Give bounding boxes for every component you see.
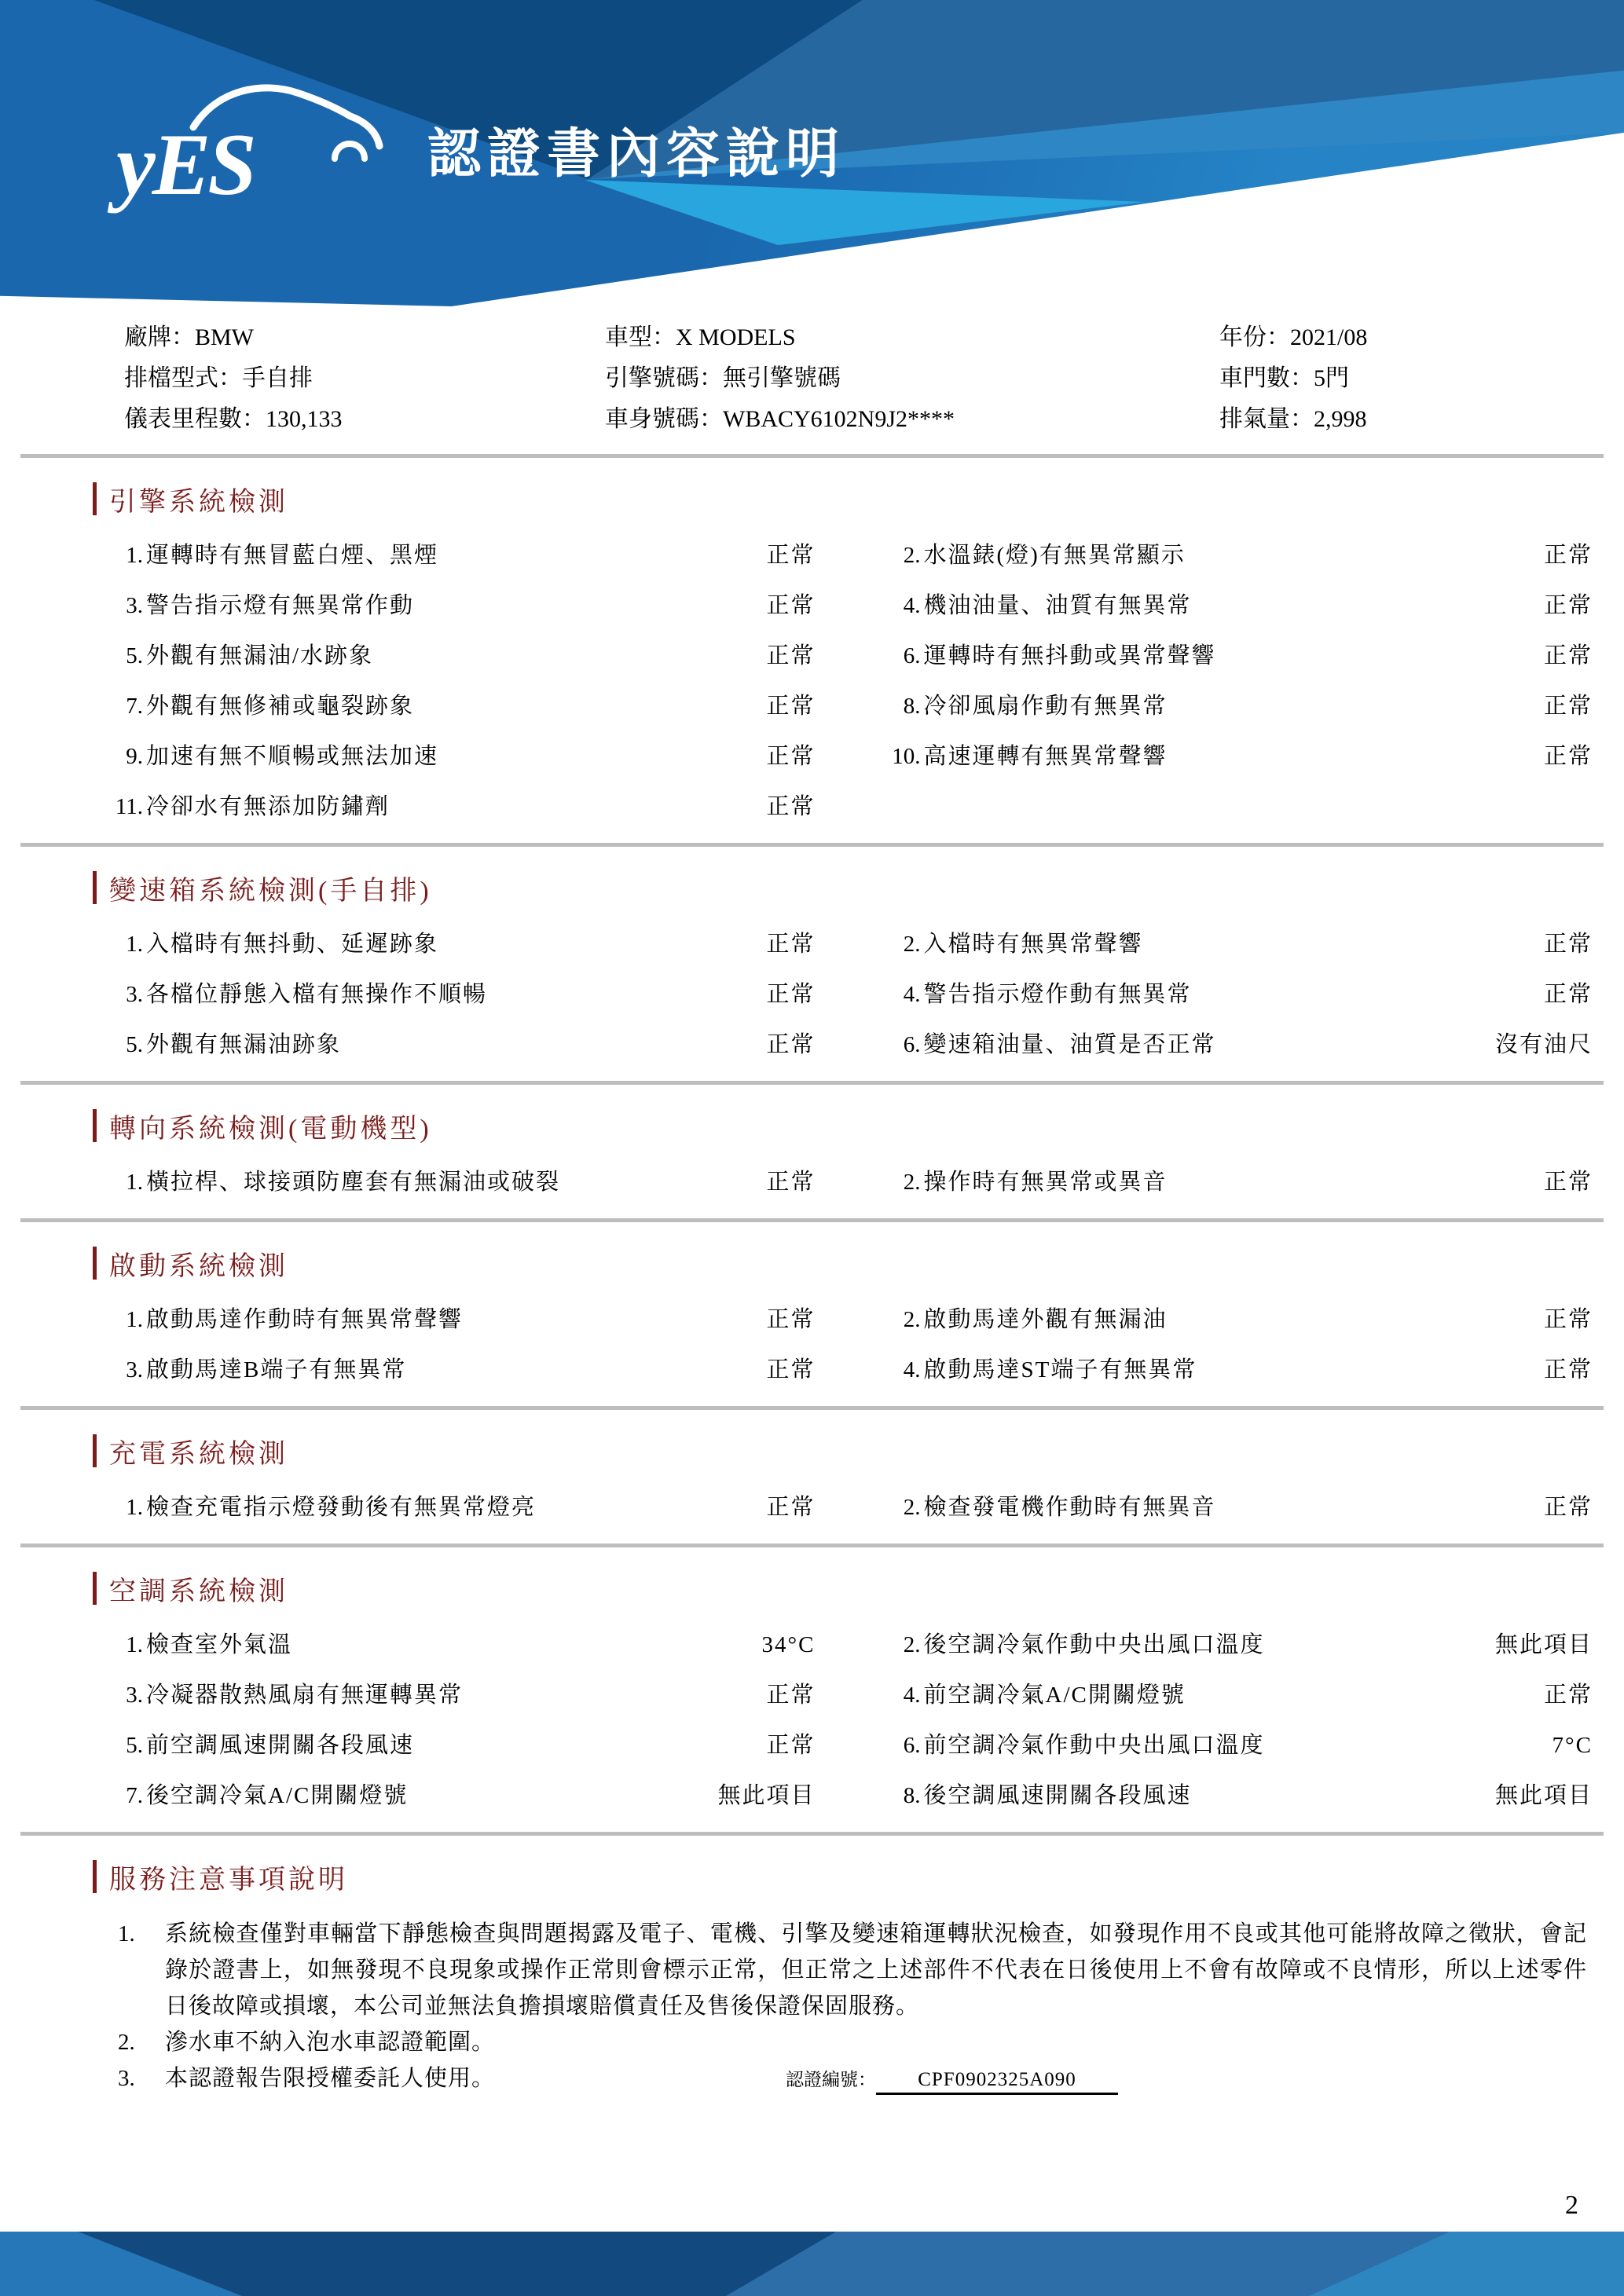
item-label: 高速運轉有無異常聲響 [923,744,1168,769]
item-number: 4. [903,593,921,618]
inspection-section [0,1107,1624,1222]
section-title-bar [93,1109,97,1142]
section-title-bar [93,871,97,904]
item-number: 2. [903,543,921,568]
item-result: 無此項目 [1494,1783,1593,1808]
note-text: 滲水車不納入泡水車認證範圍。 [165,2030,496,2055]
item-result: 正常 [1543,1357,1593,1382]
item-result: 正常 [766,593,816,618]
vehicle-field: 年份：2021/08 [1219,324,1368,350]
item-number: 4. [903,1357,921,1382]
note-item [118,1916,1593,2024]
note-number: 3. [118,2066,135,2091]
note-text: 本認證報告限授權委託人使用。 [165,2066,496,2091]
item-number: 7. [126,1783,143,1808]
inspection-item [871,540,1593,571]
inspection-item [93,540,816,571]
section-title: 啟動系統檢測 [109,1251,288,1281]
item-result: 正常 [766,1307,816,1332]
item-label: 檢查充電指示燈發動後有無異常燈亮 [146,1495,537,1520]
item-label: 啟動馬達外觀有無漏油 [923,1307,1168,1332]
item-label: 變速箱油量、油質是否正常 [923,1032,1216,1057]
item-label: 橫拉桿、球接頭防塵套有無漏油或破裂 [146,1170,561,1195]
item-label: 檢查室外氣溫 [146,1632,293,1657]
inspection-items [93,1166,1593,1218]
item-label: 冷卻水有無添加防鏽劑 [146,794,390,819]
item-number: 2. [903,1170,921,1195]
vehicle-field: 排檔型式：手自排 [124,365,313,391]
item-label: 外觀有無漏油/水跡象 [146,643,374,668]
item-result: 正常 [1543,643,1593,668]
item-number: 3. [126,982,143,1007]
vehicle-info-column [1219,317,1600,440]
vehicle-field: 車身號碼：WBACY6102N9J2**** [605,406,955,432]
item-label: 入檔時有無異常聲響 [923,932,1143,957]
item-number: 3. [126,593,143,618]
item-number: 10. [892,744,921,769]
note-number: 2. [118,2030,135,2055]
item-number: 5. [126,643,143,668]
item-number: 5. [126,1032,143,1057]
inspection-item [93,1166,816,1198]
page-header [0,0,1624,306]
item-result: 正常 [1543,1495,1593,1520]
section-divider [20,843,1604,847]
cert-number: CPF0902325A090 [876,2069,1118,2095]
inspection-item [871,590,1593,621]
section-divider [20,1832,1604,1836]
note-text: 系統檢查僅對車輛當下靜態檢查與問題揭露及電子、電機、引擎及變速箱運轉狀況檢查，如發現作用不良或其他可能將故障之徵狀，會記錄於證書上，如無發現不良現象或操作正常則會標示正常，但正常之上述部件不代表在日後使用上不會有故障或不良情形，所以上述零件日後故障或損壞，本公司並無法負擔損壞賠償責任及售後保證保固服務。 [165,1921,1587,2019]
item-label: 冷卻風扇作動有無異常 [923,694,1168,719]
inspection-items [93,1492,1593,1543]
item-number: 9. [126,744,143,769]
page-title: 認證書內容說明 [427,124,846,184]
item-label: 後空調冷氣A/C開關燈號 [146,1783,409,1808]
item-number: 5. [126,1733,143,1758]
inspection-item [93,1354,816,1386]
inspection-item [871,1679,1593,1711]
item-label: 外觀有無修補或龜裂跡象 [146,694,415,719]
item-number: 1. [126,1495,143,1520]
inspection-item [93,741,816,772]
item-number: 6. [903,643,921,668]
item-result: 無此項目 [1494,1632,1593,1657]
item-number: 11. [115,794,143,819]
item-label: 入檔時有無抖動、延遲跡象 [146,932,439,957]
inspection-item [871,741,1593,772]
inspection-items [93,928,1593,1081]
inspection-item [93,1679,816,1711]
item-result: 正常 [766,1683,816,1708]
inspection-item [871,640,1593,672]
vehicle-info [0,306,1624,454]
item-result: 正常 [766,1032,816,1057]
note-number: 1. [118,1921,135,1946]
section-title-bar [93,1860,97,1893]
item-result: 正常 [1543,982,1593,1007]
inspection-item [93,979,816,1010]
inspection-item [871,1029,1593,1060]
vehicle-info-column [124,317,605,440]
page-number: 2 [1565,2191,1578,2220]
vehicle-field: 引擎號碼：無引擎號碼 [605,365,841,391]
item-result: 正常 [1543,1170,1593,1195]
section-title-bar [93,1247,97,1280]
item-label: 前空調風速開關各段風速 [146,1733,415,1758]
item-result: 沒有油尺 [1494,1032,1593,1057]
section-title: 引擎系統檢測 [109,487,288,517]
item-number: 6. [903,1733,921,1758]
brand-block [116,91,845,217]
item-result: 正常 [766,543,816,568]
item-result: 正常 [766,982,816,1007]
item-result: 正常 [766,1170,816,1195]
section-title: 充電系統檢測 [109,1439,288,1469]
inspection-item [93,1304,816,1335]
inspection-item [93,791,816,822]
item-label: 操作時有無異常或異音 [923,1170,1168,1195]
inspection-item [871,1166,1593,1198]
yes-logo [116,91,376,217]
inspection-section [0,1244,1624,1410]
inspection-item [871,1629,1593,1661]
inspection-item [93,1029,816,1060]
item-label: 外觀有無漏油跡象 [146,1032,342,1057]
inspection-section [0,1432,1624,1547]
note-item [118,2024,1593,2060]
inspection-item [871,1730,1593,1761]
item-result: 正常 [1543,694,1593,719]
item-label: 前空調冷氣A/C開關燈號 [923,1683,1186,1708]
item-result: 正常 [766,794,816,819]
inspection-section [0,480,1624,847]
item-label: 前空調冷氣作動中央出風口溫度 [923,1733,1265,1758]
section-title: 服務注意事項說明 [109,1865,348,1895]
section-divider [20,1406,1604,1410]
section-divider [20,1543,1604,1547]
item-label: 運轉時有無冒藍白煙、黑煙 [146,543,439,568]
item-label: 後空調冷氣作動中央出風口溫度 [923,1632,1265,1657]
vehicle-field: 車型：X MODELS [605,324,796,350]
inspection-items [93,540,1593,843]
item-label: 檢查發電機作動時有無異音 [923,1495,1216,1520]
inspection-item [93,690,816,722]
inspection-item [871,1304,1593,1335]
item-result: 正常 [766,1357,816,1382]
inspection-item [871,1492,1593,1523]
yes-logo-text: yES [116,116,254,214]
cert-label: 認證編號： [786,2070,876,2089]
inspection-item [93,928,816,960]
vehicle-field: 車門數：5門 [1219,365,1349,391]
section-divider [20,1218,1604,1222]
item-number: 8. [903,694,921,719]
inspection-section [0,1569,1624,1836]
inspection-item [93,1629,816,1661]
section-title: 變速箱系統檢測(手自排) [109,876,432,906]
section-divider [20,454,1604,458]
car-silhouette-icon [189,68,385,170]
inspection-item [871,1780,1593,1811]
item-result: 34°C [761,1632,816,1657]
item-number: 4. [903,1683,921,1708]
item-result: 正常 [766,694,816,719]
item-number: 7. [126,694,143,719]
item-number: 4. [903,982,921,1007]
item-result: 正常 [766,1733,816,1758]
inspection-item [871,690,1593,722]
vehicle-field: 排氣量：2,998 [1219,406,1367,432]
cert-number-line [786,2065,1118,2095]
inspection-item [93,1780,816,1811]
item-number: 2. [903,1495,921,1520]
service-notes-section [0,1858,1624,2096]
item-result: 正常 [1543,1307,1593,1332]
item-label: 啟動馬達ST端子有無異常 [923,1357,1197,1382]
item-result: 正常 [1543,543,1593,568]
item-result: 正常 [1543,1683,1593,1708]
item-number: 2. [903,1307,921,1332]
section-divider [20,1081,1604,1085]
item-number: 8. [903,1783,921,1808]
inspection-items [93,1304,1593,1406]
item-label: 冷凝器散熱風扇有無運轉異常 [146,1683,464,1708]
item-label: 警告指示燈作動有無異常 [923,982,1192,1007]
item-result: 正常 [1543,932,1593,957]
item-result: 7°C [1552,1733,1593,1758]
inspection-items [93,1629,1593,1832]
item-number: 1. [126,1307,143,1332]
vehicle-field: 儀表里程數：130,133 [124,406,343,432]
item-number: 6. [903,1032,921,1057]
item-number: 2. [903,932,921,957]
item-result: 無此項目 [717,1783,816,1808]
inspection-section [0,869,1624,1085]
inspection-sections [0,480,1624,1836]
section-title: 空調系統檢測 [109,1576,288,1606]
vehicle-field: 廠牌：BMW [124,324,254,350]
inspection-item [93,640,816,672]
inspection-item [93,1492,816,1523]
item-number: 1. [126,1632,143,1657]
item-label: 啟動馬達B端子有無異常 [146,1357,407,1382]
inspection-item [871,928,1593,960]
page-footer [0,2232,1624,2296]
inspection-item [93,1730,816,1761]
section-title-bar [93,482,97,515]
inspection-item [871,979,1593,1010]
section-title-bar [93,1434,97,1467]
item-result: 正常 [766,932,816,957]
item-label: 運轉時有無抖動或異常聲響 [923,643,1216,668]
section-title: 轉向系統檢測(電動機型) [109,1114,432,1144]
item-result: 正常 [766,1495,816,1520]
item-number: 2. [903,1632,921,1657]
item-label: 水溫錶(燈)有無異常顯示 [923,543,1186,568]
item-label: 各檔位靜態入檔有無操作不順暢 [146,982,488,1007]
item-result: 正常 [766,643,816,668]
item-label: 機油油量、油質有無異常 [923,593,1192,618]
item-label: 啟動馬達作動時有無異常聲響 [146,1307,464,1332]
item-label: 後空調風速開關各段風速 [923,1783,1192,1808]
inspection-item [871,1354,1593,1386]
item-number: 3. [126,1357,143,1382]
item-number: 1. [126,543,143,568]
inspection-item [93,590,816,621]
item-label: 警告指示燈有無異常作動 [146,593,415,618]
item-label: 加速有無不順暢或無法加速 [146,744,439,769]
section-title-bar [93,1572,97,1605]
item-number: 1. [126,932,143,957]
vehicle-info-grid [124,317,1600,440]
item-number: 3. [126,1683,143,1708]
item-result: 正常 [766,744,816,769]
item-result: 正常 [1543,593,1593,618]
notes-body [118,1916,1593,2096]
item-number: 1. [126,1170,143,1195]
item-result: 正常 [1543,744,1593,769]
vehicle-info-column [605,317,1219,440]
